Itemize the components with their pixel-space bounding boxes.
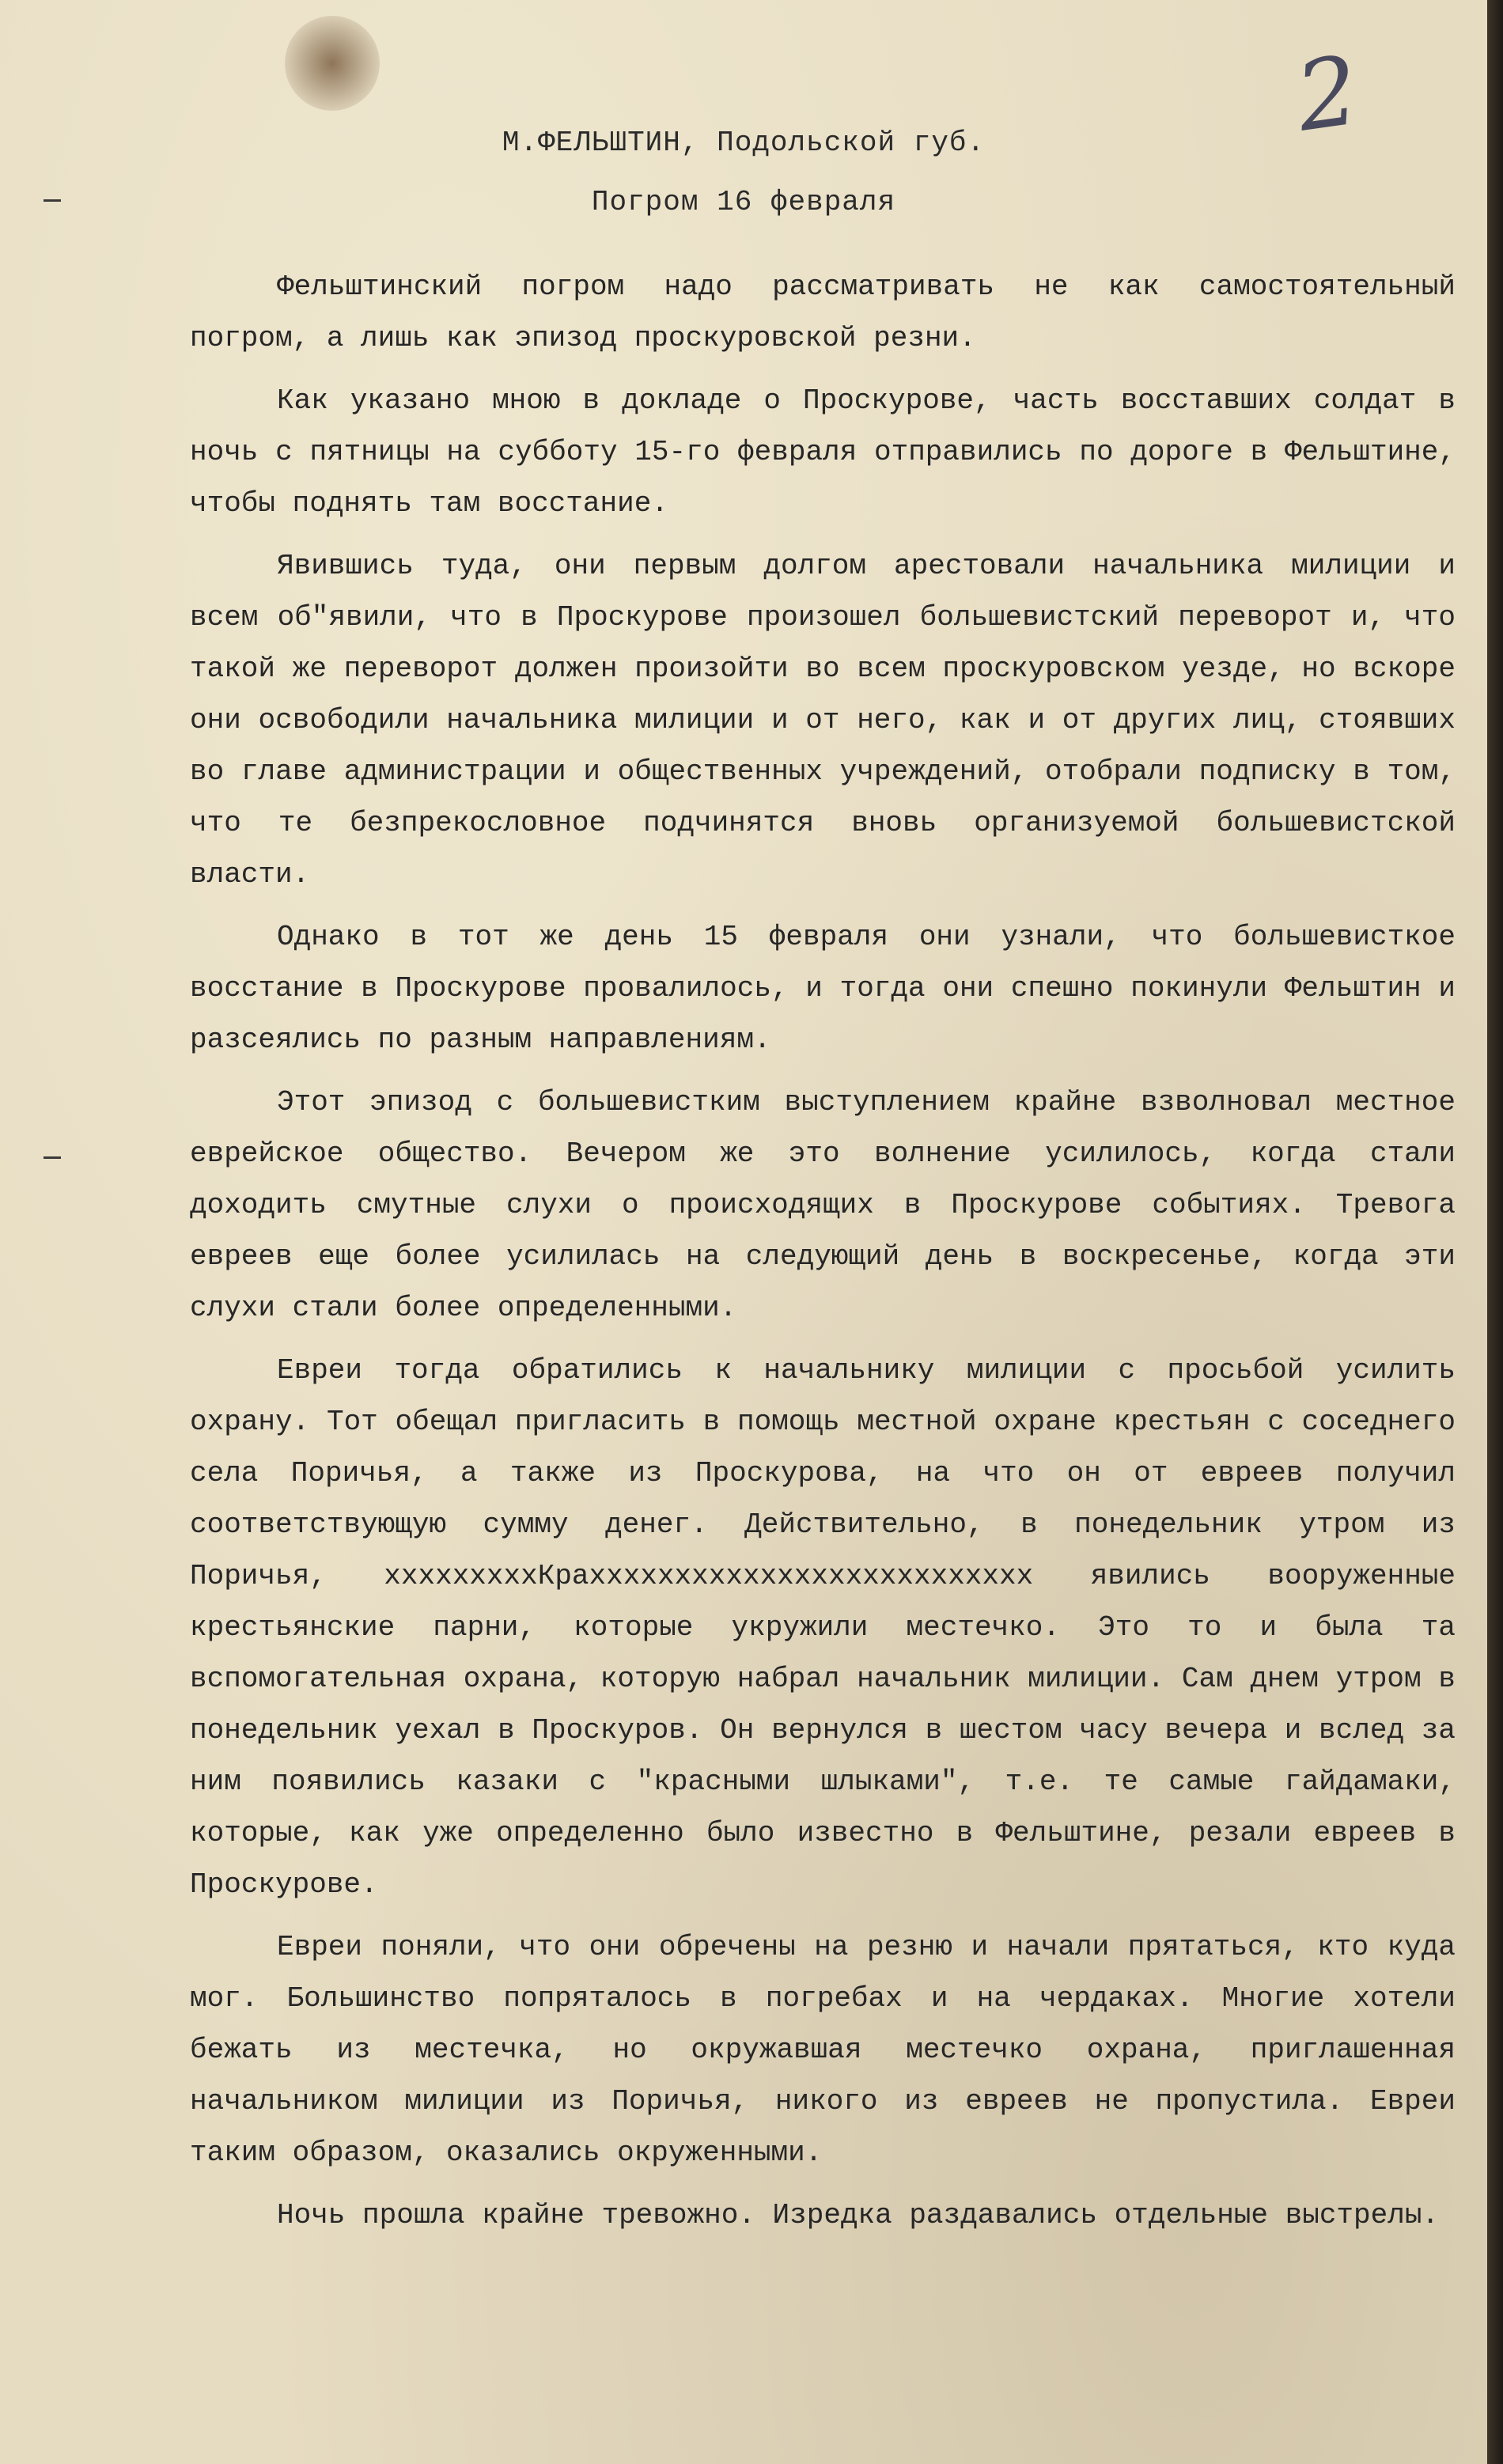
paragraph: Ночь прошла крайне тревожно. Изредка раздавались отдельные выстрелы. <box>277 2199 1440 2231</box>
paragraph: Евреи тогда обратились к начальнику милиции с просьбой усилить охрану. Тот обещал пригласить в помощь местной охране крестьян с соседнего села Поричья, а также из Проскурова, на что он от евреев получил соответствующую сумму денег. Действительно, в понедельник утром из Поричья, хххххххххКрахххххххххххххххххххххххххх явились вооруженные крестьянские парни, которые укружили местечко. Это то и была та вспомогательная охрана, которую набрал начальник милиции. Сам днем утром в понедельник уехал в Проскуров. Он вернулся в шестом часу вечера и вслед за ним появились казаки с "красными шлыками", т.е. те самые гайдамаки, которые, как уже определенно было известно в Фельштине, резали евреев в Проскурове. <box>190 1354 1456 1901</box>
paragraph: Явившись туда, они первым долгом арестовали начальника милиции и всем об"явили, что в Проскурове произошел большевистский переворот и, что такой же переворот должен произойти во всем проскуровском уезде, но вскоре они освободили начальника милиции и от него, как и от других лиц, стоявших во главе администрации и общественных учреждений, отобрали подписку в том, что те безпрекословное подчинятся вновь организуемой большевистской власти. <box>190 550 1456 891</box>
paragraph: Фельштинский погром надо рассматривать не как самостоятельный погром, а лишь как эпизод проскуровской резни. <box>190 271 1456 354</box>
paragraph: Как указано мною в докладе о Проскурове, часть восставших солдат в ночь с пятницы на субботу 15-го февраля отправились по дороге в Фельштине, чтобы поднять там восстание. <box>190 384 1456 520</box>
document-subtitle: Погром 16 февраля <box>591 186 896 218</box>
document-title: М.ФЕЛЬШТИН, Подольской губ. <box>502 127 986 159</box>
ink-stain <box>285 16 380 111</box>
document-body <box>190 261 1456 2252</box>
paragraph: Евреи поняли, что они обречены на резню и начали прятаться, кто куда мог. Большинство попряталось в погребах и на чердаках. Многие хотели бежать из местечка, но окружавшая местечко охрана, приглашенная начальником милиции из Поричья, никого из евреев не пропустила. Евреи таким образом, оказались окруженными. <box>190 1931 1456 2169</box>
handwritten-page-number: 2 <box>1289 36 1365 153</box>
margin-mark <box>44 1156 61 1159</box>
binding-edge <box>1487 0 1503 2464</box>
paragraph: Этот эпизод с большевистким выступлением крайне взволновал местное еврейское общество. Вечером же это волнение усилилось, когда стали доходить смутные слухи о происходящих в Проскурове событиях. Тревога евреев еще более усилилась на следующий день в воскресенье, когда эти слухи стали более определенными. <box>190 1086 1456 1324</box>
paragraph: Однако в тот же день 15 февраля они узнали, что большевисткое восстание в Проскурове провалилось, и тогда они спешно покинули Фельштин и разсеялись по разным направлениям. <box>190 921 1456 1056</box>
